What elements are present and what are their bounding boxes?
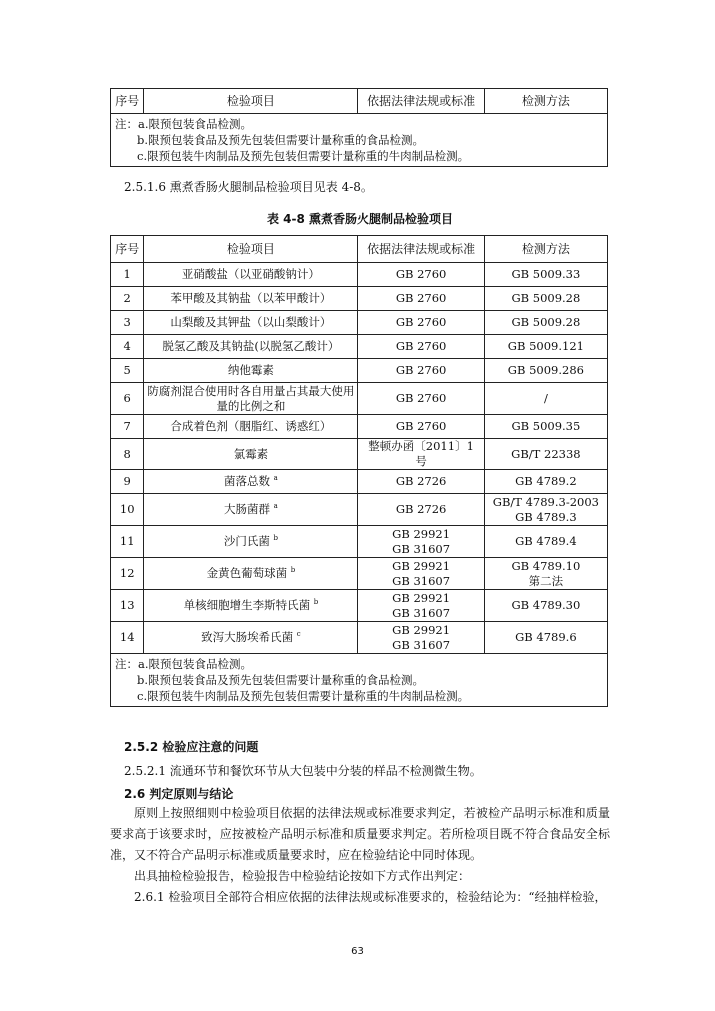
method-line: GB 5009.28 xyxy=(511,291,581,305)
row-method xyxy=(484,263,607,287)
method-line: GB/T 22338 xyxy=(511,446,581,461)
method-line: GB 4789.30 xyxy=(511,598,581,612)
row-item xyxy=(144,263,358,287)
row-method xyxy=(484,494,607,526)
row-item-label: 纳他霉素 xyxy=(227,363,274,377)
method-line: GB 4789.4 xyxy=(515,534,577,548)
row-item xyxy=(144,590,358,622)
row-standard xyxy=(358,415,484,439)
section-2-5-2-title: 2.5.2 检验应注意的问题 xyxy=(124,740,259,754)
row-number: 2 xyxy=(111,287,144,311)
standard-line: GB 2726 xyxy=(395,474,447,488)
row-method xyxy=(484,439,607,470)
row-standard xyxy=(358,470,484,494)
row-method xyxy=(484,359,607,383)
row-number: 6 xyxy=(111,383,144,415)
note-a: 注：a.限预包装食品检测。 xyxy=(115,657,253,671)
row-standard xyxy=(358,383,484,415)
standard-line: GB 2760 xyxy=(395,391,447,405)
row-item xyxy=(144,383,358,415)
method-line: GB 5009.28 xyxy=(511,315,581,329)
paragraph-principle: 原则上按照细则中检验项目依据的法律法规或标准要求判定，若被检产品明示标准和质量要求高于该要求时，应按被检产品明示标准和质量要求判定。若所检项目既不符合食品安全标准，又不符合产品明示标准或质量要求时，应在检验结论中同时体现。 xyxy=(110,806,610,862)
intro-paragraph: 2.5.1.6 熏煮香肠火腿制品检验项目见表 4-8。 xyxy=(124,180,373,194)
row-item xyxy=(144,470,358,494)
table-row xyxy=(111,263,608,287)
row-item-label: 单核细胞增生李斯特氏菌 xyxy=(183,598,311,612)
table-row xyxy=(111,558,608,590)
row-method xyxy=(484,383,607,415)
row-item-label: 沙门氏菌 xyxy=(223,534,270,548)
table-row xyxy=(111,622,608,654)
header-no: 序号 xyxy=(111,89,144,114)
standard-line: GB 29921 xyxy=(392,622,451,637)
row-item xyxy=(144,287,358,311)
row-method xyxy=(484,287,607,311)
method-line: GB 4789.10 xyxy=(511,558,581,573)
standard-line: GB 31607 xyxy=(392,541,451,556)
row-standard xyxy=(358,526,484,558)
row-number: 9 xyxy=(111,470,144,494)
table-row xyxy=(111,383,608,415)
row-number: 12 xyxy=(111,558,144,590)
row-item-label: 氯霉素 xyxy=(233,446,269,461)
method-line: GB 4789.2 xyxy=(515,474,577,488)
footnote-marker: a xyxy=(273,502,278,511)
row-item-label: 防腐剂混合使用时各自用量占其最大使用量的比例之和 xyxy=(147,383,355,413)
table-notes xyxy=(111,654,608,707)
paragraph-report: 出具抽检检验报告，检验报告中检验结论按如下方式作出判定： xyxy=(134,869,471,883)
footnote-marker: b xyxy=(290,566,296,575)
row-standard xyxy=(358,263,484,287)
standard-line: GB 2760 xyxy=(395,363,447,377)
footnote-marker: b xyxy=(273,534,278,543)
row-method xyxy=(484,622,607,654)
standard-line: GB 2760 xyxy=(395,339,447,353)
table-caption: 表 4-8 熏煮香肠火腿制品检验项目 xyxy=(266,212,454,226)
row-standard xyxy=(358,590,484,622)
row-standard xyxy=(358,558,484,590)
method-line: GB 5009.286 xyxy=(507,363,584,377)
row-item-label: 致泻大肠埃希氏菌 xyxy=(201,630,294,644)
row-item xyxy=(144,526,358,558)
row-method xyxy=(484,590,607,622)
method-line: GB 4789.3 xyxy=(515,509,577,524)
table-row xyxy=(111,359,608,383)
row-standard xyxy=(358,494,484,526)
row-number: 5 xyxy=(111,359,144,383)
row-item xyxy=(144,359,358,383)
standard-line: GB 31607 xyxy=(392,637,451,652)
row-method xyxy=(484,335,607,359)
header-standard: 依据法律法规或标准 xyxy=(358,236,484,263)
header-no: 序号 xyxy=(111,236,144,263)
header-method: 检测方法 xyxy=(484,236,607,263)
method-line: GB 4789.6 xyxy=(515,630,577,644)
row-item-label: 金黄色葡萄球菌 xyxy=(206,566,288,580)
row-number: 4 xyxy=(111,335,144,359)
row-number: 8 xyxy=(111,439,144,470)
row-number: 1 xyxy=(111,263,144,287)
table-row xyxy=(111,494,608,526)
method-line: 第二法 xyxy=(528,573,564,588)
method-line: GB 5009.33 xyxy=(511,267,581,281)
standard-line: GB 31607 xyxy=(392,605,451,620)
table-row xyxy=(111,439,608,470)
row-number: 7 xyxy=(111,415,144,439)
header-item: 检验项目 xyxy=(144,236,358,263)
row-item xyxy=(144,439,358,470)
row-standard xyxy=(358,311,484,335)
standard-line: GB 2726 xyxy=(395,502,447,516)
row-method xyxy=(484,558,607,590)
section-2-5-2-1: 2.5.2.1 流通环节和餐饮环节从大包装中分装的样品不检测微生物。 xyxy=(124,764,482,778)
standard-line: GB 29921 xyxy=(392,590,451,605)
header-standard: 依据法律法规或标准 xyxy=(358,89,484,114)
table-notes xyxy=(111,114,608,167)
footnote-marker: c xyxy=(296,630,301,639)
table-row xyxy=(111,287,608,311)
row-method xyxy=(484,526,607,558)
row-item-label: 合成着色剂（胭脂红、诱惑红） xyxy=(170,419,332,433)
note-a: 注：a.限预包装食品检测。 xyxy=(115,117,253,131)
note-b: b.限预包装食品及预先包装但需要计量称重的食品检测。 xyxy=(137,673,425,687)
row-item xyxy=(144,415,358,439)
row-item xyxy=(144,311,358,335)
row-item xyxy=(144,494,358,526)
standard-line: GB 2760 xyxy=(395,419,447,433)
table-header-row xyxy=(111,236,608,263)
header-method: 检测方法 xyxy=(484,89,607,114)
inspection-items-table xyxy=(110,235,608,707)
standard-line: 整顿办函〔2011〕1 号 xyxy=(368,439,474,468)
note-b: b.限预包装食品及预先包装但需要计量称重的食品检测。 xyxy=(137,133,425,147)
paragraph-2-6-1: 2.6.1 检验项目全部符合相应依据的法律法规或标准要求的，检验结论为：“经抽样检验， xyxy=(134,890,607,904)
table-row xyxy=(111,415,608,439)
row-item-label: 脱氢乙酸及其钠盐(以脱氢乙酸计） xyxy=(162,339,340,353)
table-header-row xyxy=(111,89,608,114)
row-method xyxy=(484,415,607,439)
standard-line: GB 2760 xyxy=(395,315,447,329)
section-2-6-title: 2.6 判定原则与结论 xyxy=(124,787,234,801)
row-item-label: 苯甲酸及其钠盐（以苯甲酸计） xyxy=(170,291,332,305)
footnote-marker: b xyxy=(313,598,319,607)
table-row xyxy=(111,590,608,622)
row-standard xyxy=(358,287,484,311)
row-standard xyxy=(358,439,484,470)
header-item: 检验项目 xyxy=(144,89,358,114)
row-item xyxy=(144,622,358,654)
row-number: 14 xyxy=(111,622,144,654)
standard-line: GB 2760 xyxy=(395,291,447,305)
row-number: 11 xyxy=(111,526,144,558)
method-line: GB 5009.35 xyxy=(511,419,581,433)
method-line: GB 5009.121 xyxy=(507,339,584,353)
row-item-label: 大肠菌群 xyxy=(224,502,270,516)
table-row xyxy=(111,470,608,494)
row-item-label: 亚硝酸盐（以亚硝酸钠计） xyxy=(181,267,320,281)
method-line: / xyxy=(543,391,548,405)
table-row xyxy=(111,311,608,335)
row-number: 3 xyxy=(111,311,144,335)
row-item xyxy=(144,558,358,590)
row-standard xyxy=(358,622,484,654)
row-item-label: 菌落总数 xyxy=(224,474,270,488)
note-c: c.限预包装牛肉制品及预先包装但需要计量称重的牛肉制品检测。 xyxy=(137,149,470,163)
page-number: 63 xyxy=(351,946,364,957)
row-number: 13 xyxy=(111,590,144,622)
note-c: c.限预包装牛肉制品及预先包装但需要计量称重的牛肉制品检测。 xyxy=(137,689,470,703)
method-line: GB/T 4789.3-2003 xyxy=(492,494,599,509)
continued-table xyxy=(110,88,608,167)
standard-line: GB 2760 xyxy=(395,267,447,281)
table-row xyxy=(111,526,608,558)
row-number: 10 xyxy=(111,494,144,526)
standard-line: GB 29921 xyxy=(392,558,451,573)
standard-line: GB 29921 xyxy=(392,526,451,541)
standard-line: GB 31607 xyxy=(392,573,451,588)
section-2-6-body xyxy=(110,803,610,908)
row-standard xyxy=(358,335,484,359)
row-method xyxy=(484,470,607,494)
table-row xyxy=(111,335,608,359)
row-standard xyxy=(358,359,484,383)
row-method xyxy=(484,311,607,335)
row-item-label: 山梨酸及其钾盐（以山梨酸计） xyxy=(170,315,332,329)
row-item xyxy=(144,335,358,359)
footnote-marker: a xyxy=(273,474,278,483)
